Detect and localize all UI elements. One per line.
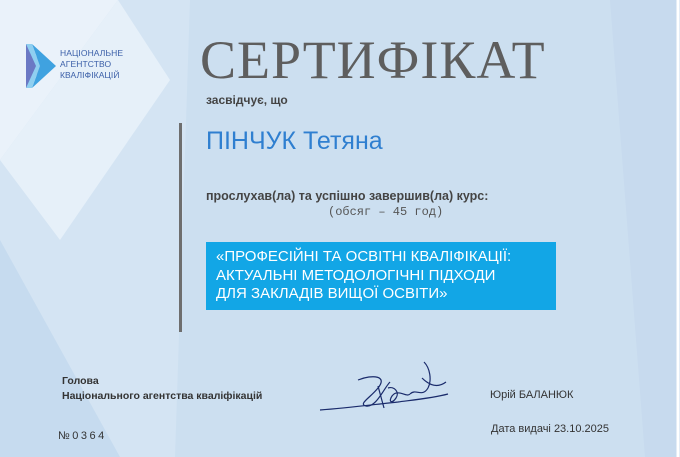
certifies-text: засвідчує, що xyxy=(206,93,288,107)
certificate-number: №0364 xyxy=(58,430,107,442)
course-title-line: АКТУАЛЬНІ МЕТОДОЛОГІЧНІ ПІДХОДИ xyxy=(216,266,496,284)
signature-image xyxy=(318,358,458,418)
issue-date-value: 23.10.2025 xyxy=(553,423,609,435)
position-line: Голова xyxy=(62,375,99,387)
course-volume: (обсяг – 45 год) xyxy=(328,205,444,219)
vertical-divider xyxy=(179,123,182,332)
logo-chevron-icon xyxy=(24,42,58,90)
recipient-name: ПІНЧУК Тетяна xyxy=(206,127,383,155)
issue-date xyxy=(491,423,609,435)
position-line: Національного агентства кваліфікацій xyxy=(62,390,263,402)
course-title-line: ДЛЯ ЗАКЛАДІВ ВИЩОЇ ОСВІТИ» xyxy=(216,285,448,302)
logo-line: КВАЛІФІКАЦІЙ xyxy=(60,70,120,80)
completion-text: прослухав(ла) та успішно завершив(ла) курс: xyxy=(206,189,489,203)
logo-line: НАЦІОНАЛЬНЕ xyxy=(60,48,124,58)
certificate-title: СЕРТИФІКАТ xyxy=(200,30,546,90)
signatory-name: Юрій БАЛАНЮК xyxy=(490,389,574,401)
issue-date-label: Дата видачі xyxy=(491,423,551,435)
logo-line: АГЕНТСТВО xyxy=(60,59,112,69)
course-title-box xyxy=(206,242,556,310)
logo-text xyxy=(60,48,123,81)
signatory-position xyxy=(62,374,262,404)
agency-logo xyxy=(24,42,144,92)
course-title-line: «ПРОФЕСІЙНІ ТА ОСВІТНІ КВАЛІФІКАЦІЇ: xyxy=(216,248,512,265)
